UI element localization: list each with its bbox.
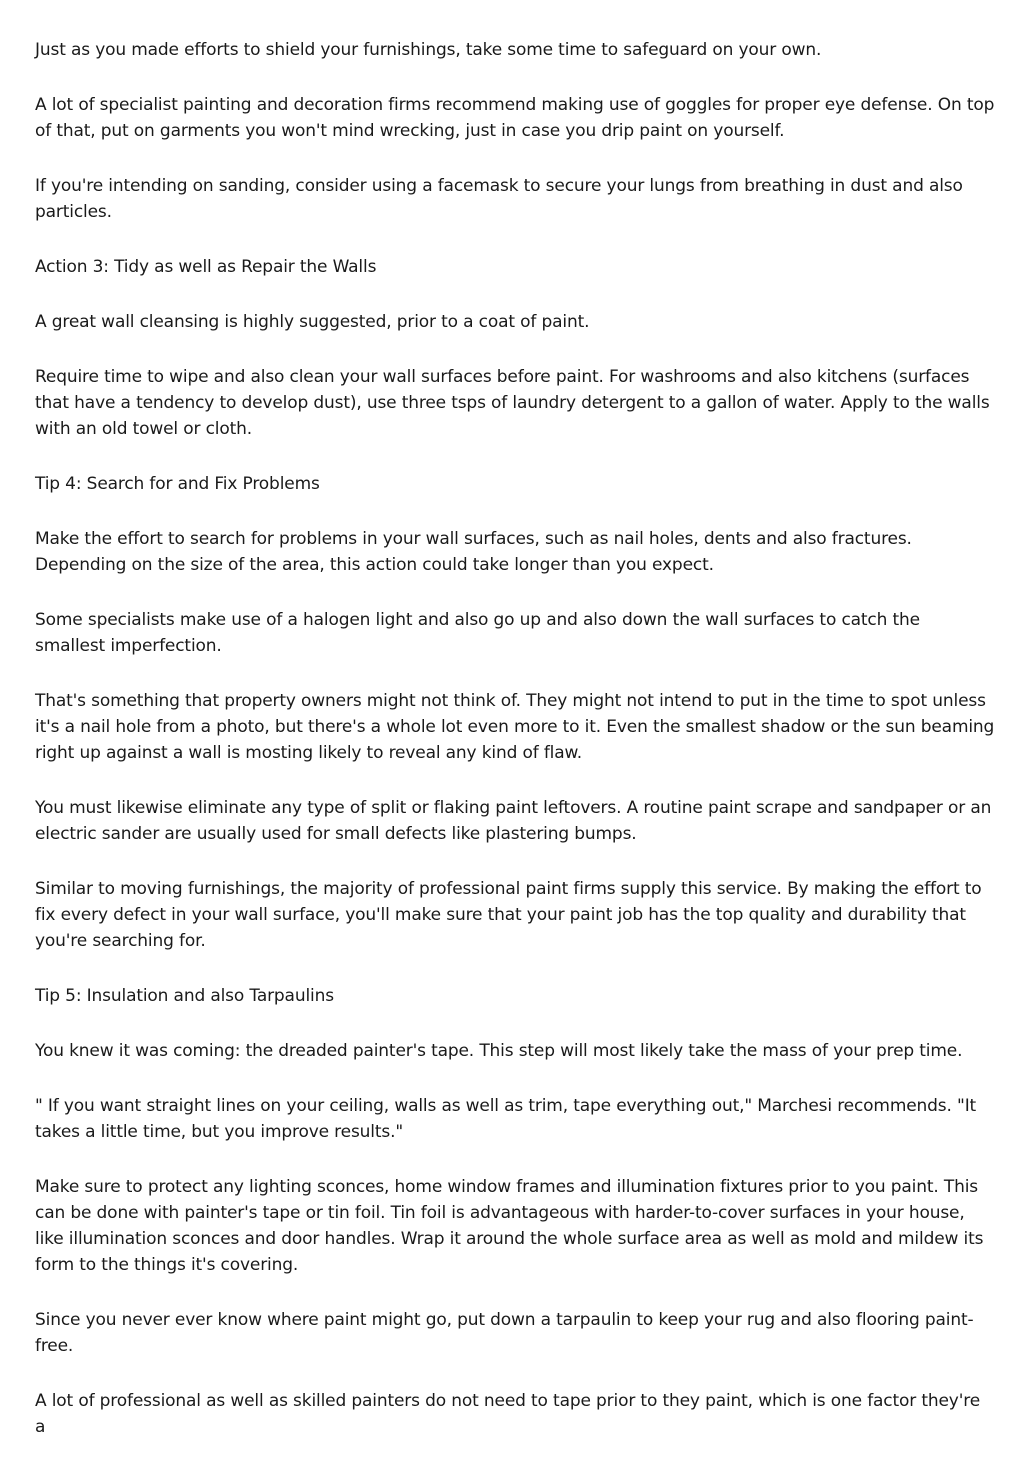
paragraph-halogen-light: Some specialists make use of a halogen light and also go up and also down the wall surfaces to catch the smallest imperfection. <box>35 610 920 656</box>
section-heading-tip-5: Tip 5: Insulation and also Tarpaulins <box>35 986 334 1006</box>
paragraph-flaking-paint: You must likewise eliminate any type of split or flaking paint leftovers. A routine paint scrape and sandpaper or an electric sander are usually used for small defects like plastering bumps. <box>35 798 992 844</box>
paragraph-painters-tape: You knew it was coming: the dreaded painter's tape. This step will most likely take the mass of your prep time. <box>35 1041 963 1061</box>
paragraph-property-owners: That's something that property owners might not think of. They might not intend to put in the time to spot unless it's a nail hole from a photo, but there's a whole lot even more to it. Even the smallest shadow or the sun beaming right up against a wall is mosting likely to reveal any kind of flaw. <box>35 691 995 763</box>
section-heading-tip-4: Tip 4: Search for and Fix Problems <box>35 474 320 494</box>
paragraph-goggles: A lot of specialist painting and decoration firms recommend making use of goggles for proper eye defense. On top of that, put on garments you won't mind wrecking, just in case you drip paint on yourself. <box>35 95 995 141</box>
paragraph-marchesi-quote: " If you want straight lines on your ceiling, walls as well as trim, tape everything out," Marchesi recommends. "It takes a little time, but you improve results." <box>35 1096 977 1142</box>
paragraph-search-problems: Make the effort to search for problems in your wall surfaces, such as nail holes, dents and also fractures. Depending on the size of the area, this action could take longer than you expect. <box>35 529 912 575</box>
paragraph-professional-service: Similar to moving furnishings, the majority of professional paint firms supply this service. By making the effort to fix every defect in your wall surface, you'll make sure that your paint job has the top quality and durability that you're searching for. <box>35 879 982 951</box>
paragraph-wipe-walls: Require time to wipe and also clean your wall surfaces before paint. For washrooms and also kitchens (surfaces that have a tendency to develop dust), use three tsps of laundry detergent to a gallon of water. Apply to the walls with an old towel or cloth. <box>35 367 990 439</box>
paragraph-protect-sconces: Make sure to protect any lighting sconces, home window frames and illumination fixtures prior to you paint. This can be done with painter's tape or tin foil. Tin foil is advantageous with harder-to-cover surfaces in your house, like illumination sconces and door handles. Wrap it around the whole surface area as well as mold and mildew its form to the things it's covering. <box>35 1177 984 1275</box>
paragraph-facemask: If you're intending on sanding, consider using a facemask to secure your lungs from breathing in dust and also particles. <box>35 176 963 222</box>
paragraph-safeguard-yourself: Just as you made efforts to shield your furnishings, take some time to safeguard on your own. <box>35 40 822 60</box>
paragraph-wall-cleansing: A great wall cleansing is highly suggested, prior to a coat of paint. <box>35 312 590 332</box>
paragraph-tarpaulin: Since you never ever know where paint might go, put down a tarpaulin to keep your rug and also flooring paint-free. <box>35 1310 974 1356</box>
section-heading-action-3: Action 3: Tidy as well as Repair the Walls <box>35 257 377 277</box>
paragraph-skilled-painters: A lot of professional as well as skilled painters do not need to tape prior to they paint, which is one factor they're a <box>35 1391 981 1437</box>
document-page <box>35 37 995 1469</box>
